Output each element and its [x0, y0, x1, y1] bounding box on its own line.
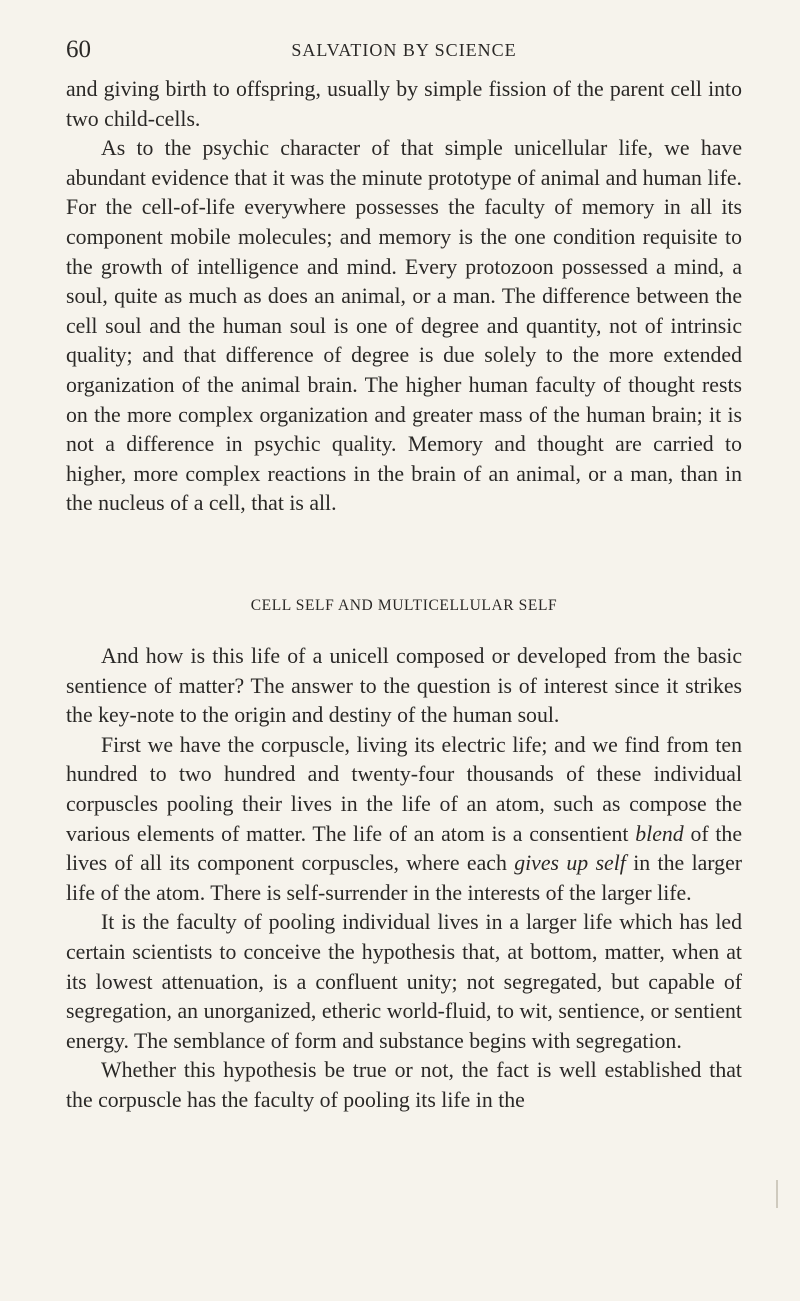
- paragraph-psychic-character: As to the psychic character of that simple unicellular life, we have abundant evidence that it was the minute prototype of animal and human life. For the cell-of-life everywhere possesses the faculty of memory in all its component mobile molecules; and memory is the one condition requisite to the growth of intelligence and mind. Every protozoon possessed a mind, a soul, quite as much as does an animal, or a man. The difference between the cell soul and the human soul is one of degree and quantity, not of intrinsic quality; and that difference of degree is due solely to the more extended organization of the animal brain. The higher human faculty of thought rests on the more complex organization and greater mass of the human brain; it is not a difference in psychic quality. Memory and thought are carried to higher, more complex reactions in the brain of an animal, or a man, than in the nucleus of a cell, that is all.: [66, 136, 742, 516]
- paragraph-continuation: and giving birth to offspring, usually by simple fission of the parent cell into two child-cells.: [66, 77, 742, 131]
- section-heading: [66, 596, 742, 616]
- section-heading-text: CELL SELF AND MULTICELLULAR SELF: [250, 597, 558, 614]
- paragraph-corpuscle: [66, 731, 742, 909]
- paragraph-corpuscle-text-3: in the larger life of the atom. There is self-surrender in the interests of the larger life.: [66, 851, 742, 905]
- page-number: 60: [66, 36, 91, 63]
- emphasis-gives-up-self: gives up self: [514, 851, 626, 876]
- paragraph-unicell-question: And how is this life of a unicell composed or developed from the basic sentience of matter? The answer to the question is of interest since it strikes the key-note to the origin and destiny of the human soul.: [66, 644, 742, 728]
- emphasis-blend: blend: [635, 821, 684, 846]
- running-title: SALVATION BY SCIENCE: [291, 40, 517, 60]
- paragraph-whether: Whether this hypothesis be true or not, the fact is well established that the corpuscle has the faculty of pooling its life in the: [66, 1058, 742, 1112]
- paragraph-hypothesis: It is the faculty of pooling individual lives in a larger life which has led certain scientists to conceive the hypothesis that, at bottom, matter, when at its lowest attenuation, is a confluent unity; not segregated, but capable of segregation, an unorganized, etheric world-fluid, to wit, sentience, or sentient energy. The semblance of form and substance begins with segregation.: [66, 910, 742, 1053]
- page-speck: [776, 1180, 778, 1208]
- paragraph-corpuscle-text-1: First we have the corpuscle, living its electric life; and we find from ten hundred to two hundred and twenty-four thousands of these individual corpuscles pooling their lives in the life of an atom, such as compose the various elements of matter. The life of an atom is a consentient: [66, 732, 742, 846]
- running-head: [66, 36, 742, 64]
- text-block-top: [66, 75, 742, 519]
- text-block-bottom: [66, 642, 742, 1116]
- paragraph-corpuscle-text-2: of the lives of all its component corpuscles, where each: [66, 821, 743, 876]
